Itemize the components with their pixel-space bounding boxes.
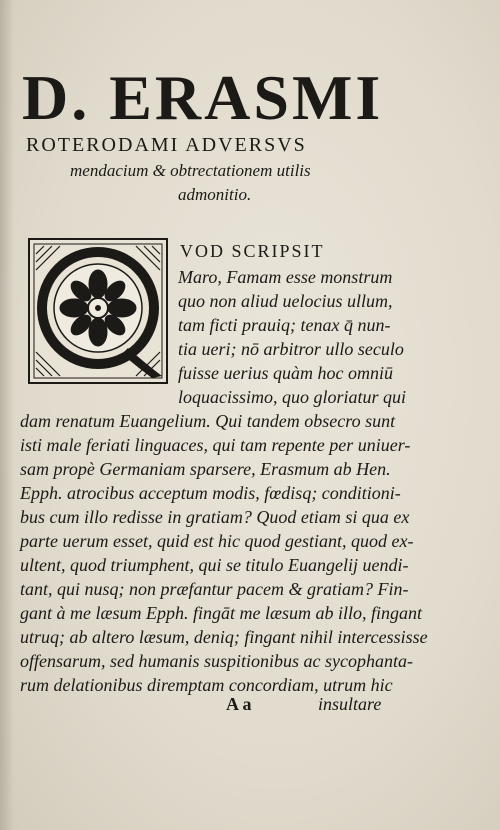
page-subtitle: ROTERODAMI ADVERSVS [26, 134, 307, 156]
body-line: Epph. atrocibus acceptum modis, fœdisq; conditioni- [20, 483, 401, 503]
body-line: dam renatum Euangelium. Qui tandem obsecro sunt [20, 411, 396, 431]
opening-capitals: VOD SCRIPSIT [180, 241, 325, 261]
body-line: offensarum, sed humanis suspitionibus ac sycophanta- [20, 651, 413, 671]
signature-mark: A a [226, 694, 252, 714]
body-line: tia ueri; nō arbitror ullo seculo [178, 339, 404, 359]
catchword: insultare [318, 694, 382, 714]
body-line: bus cum illo redisse in gratiam? Quod etiam si qua ex [20, 507, 410, 527]
body-line: parte uerum esset, quid est hic quod gestiant, quod ex- [20, 531, 414, 551]
body-line: rum delationibus diremptam concordiam, utrum hic [20, 675, 393, 695]
page-title: D. ERASMI [22, 62, 384, 133]
body-line: tant, qui nusq; non præfantur pacem & gratiam? Fin- [20, 579, 409, 599]
body-line: fuisse uerius quàm hoc omniū [178, 363, 393, 383]
subtitle-line-2: admonitio. [178, 185, 252, 204]
page-gutter-shadow [0, 0, 14, 830]
subtitle-line-1: mendacium & obtrectationem utilis [70, 161, 311, 180]
decorated-initial-q [28, 238, 168, 384]
body-line: sam propè Germaniam sparsere, Erasmum ab Hen. [20, 459, 391, 479]
body-line: isti male feriati linguaces, qui tam repente per uniuer- [20, 435, 411, 455]
body-line: Maro, Famam esse monstrum [178, 267, 393, 287]
body-line: quo non aliud uelocius ullum, [178, 291, 393, 311]
body-line: gant à me læsum Epph. fingāt me læsum ab illo, fingant [20, 603, 423, 623]
body-line: loquacissimo, quo gloriatur qui [178, 387, 407, 407]
body-line: tam ficti prauiq; tenax q̄ nun- [178, 315, 391, 335]
body-line: utruq; ab altero læsum, deniq; fingant nihil intercessisse [20, 627, 428, 647]
body-line: ultent, quod triumphent, qui se titulo Euangelij uendi- [20, 555, 409, 575]
